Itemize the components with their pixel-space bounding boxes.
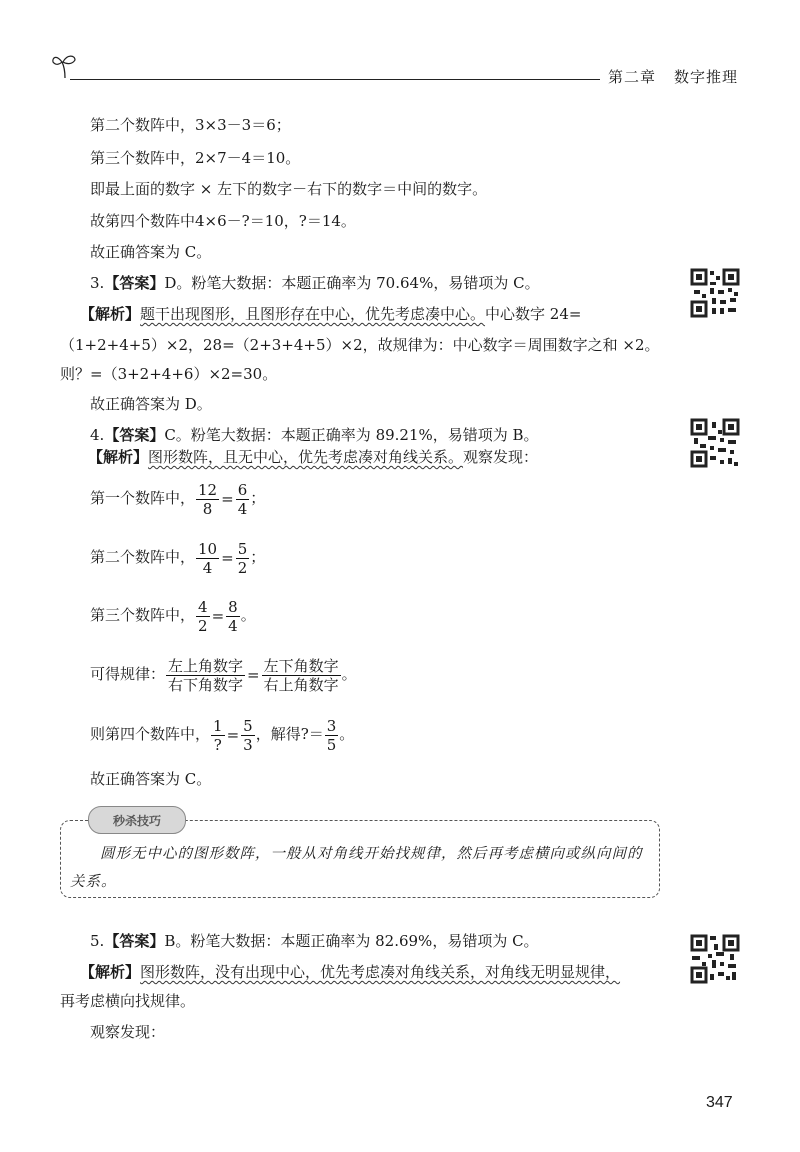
denominator: 4	[228, 616, 238, 635]
fraction	[211, 717, 225, 754]
punctuation: ；	[250, 548, 266, 566]
numerator: 1	[213, 716, 223, 735]
denominator: 2	[198, 616, 208, 635]
analysis-line-q5	[80, 961, 620, 983]
answer-tag: 【答案】	[104, 426, 165, 444]
fraction-label: 则第四个数阵中，	[90, 725, 211, 743]
punctuation: 。	[341, 665, 357, 683]
section-title: 数字推理	[674, 68, 739, 86]
fraction-label: 第二个数阵中，	[90, 548, 196, 566]
punctuation: 。	[339, 725, 355, 743]
numerator: 4	[198, 597, 208, 616]
fraction	[236, 481, 250, 518]
denominator: ?	[213, 735, 222, 754]
analysis-line-q4	[88, 446, 538, 468]
text-line: 再考虑横向找规律。	[60, 992, 196, 1010]
fraction-line-3: 第三个数阵中， $\frac{4}{2}$ = $\frac{8}{4}$ 。	[90, 597, 256, 635]
analysis-key-text: 图形数阵，没有出现中心，优先考虑凑对角线关系，对角线无明显规律，	[140, 963, 621, 981]
chapter-header	[608, 66, 738, 87]
denominator: 右下角数字	[168, 675, 244, 694]
fraction-line-1: 第一个数阵中， $\frac{12}{8}$ = $\frac{6}{4}$ ；	[90, 480, 266, 518]
analysis-text: 中心数字 24=	[485, 305, 582, 323]
analysis-tag: 【解析】	[80, 305, 141, 323]
numerator: 10	[198, 539, 218, 558]
numerator: 左下角数字	[263, 656, 339, 675]
fraction	[241, 717, 255, 754]
fraction-label: 可得规律：	[90, 665, 166, 683]
qr-code-icon[interactable]	[690, 268, 740, 318]
fraction	[226, 598, 240, 635]
text-line: 即最上面的数字 × 左下的数字－右下的数字＝中间的数字。	[90, 180, 488, 198]
fraction	[236, 540, 250, 577]
punctuation: 。	[240, 606, 256, 624]
qr-code-icon[interactable]	[690, 934, 740, 984]
answer-line-q4	[90, 424, 539, 446]
numerator: 5	[237, 539, 248, 558]
answer-line-q5	[90, 930, 539, 952]
fraction-connector: ，解得?＝	[255, 725, 324, 743]
denominator: 4	[202, 558, 213, 577]
denominator: 5	[326, 735, 337, 754]
text-line: 故正确答案为 C。	[90, 770, 212, 788]
analysis-tag: 【解析】	[88, 448, 149, 466]
question-number: 5.	[90, 932, 105, 950]
fraction	[196, 540, 219, 577]
text-line: 故正确答案为 D。	[90, 395, 212, 413]
analysis-line-q3	[80, 303, 581, 325]
numerator: 左上角数字	[168, 656, 244, 675]
denominator: 8	[202, 499, 213, 518]
fraction-label: 第一个数阵中，	[90, 489, 196, 507]
analysis-key-text: 图形数阵，且无中心，优先考虑凑对角线关系。	[148, 448, 464, 466]
denominator: 3	[243, 735, 253, 754]
text-line: （1+2+4+5）×2，28=（2+3+4+5）×2，故规律为：中心数字＝周围数字之和 ×2。	[60, 336, 660, 354]
numerator: 8	[228, 597, 238, 616]
answer-text: C。粉笔大数据：本题正确率为 89.21%，易错项为 B。	[164, 426, 539, 444]
answer-line-q3	[90, 272, 540, 294]
fraction	[166, 657, 245, 694]
text-line: 故第四个数阵中4×6－?＝10，?＝14。	[90, 212, 356, 230]
chapter-title: 第二章	[608, 68, 657, 86]
text-line: 观察发现：	[90, 1023, 166, 1041]
question-number: 4.	[90, 426, 105, 444]
tip-tag: 秒杀技巧	[88, 806, 186, 834]
analysis-tag: 【解析】	[80, 963, 141, 981]
numerator: 6	[237, 480, 248, 499]
numerator: 5	[243, 716, 253, 735]
tip-body: 圆形无中心的图形数阵，一般从对角线开始找规律，然后再考虑横向或纵向间的关系。	[70, 846, 643, 890]
question-number: 3.	[90, 274, 105, 292]
fraction	[262, 657, 341, 694]
tip-text	[70, 840, 650, 896]
denominator: 4	[237, 499, 248, 518]
fraction	[196, 598, 210, 635]
rule-line: 可得规律： $\frac{\text{左上角数字}}{\text{右下角数字}}$ = $\frac{\text{左下角数字}}{\text{右上角数字}}$ 。	[90, 656, 357, 694]
answer-text: D。粉笔大数据：本题正确率为 70.64%，易错项为 C。	[164, 274, 540, 292]
text-line: 第二个数阵中，3×3－3＝6；	[90, 116, 291, 134]
header-rule	[70, 79, 600, 80]
analysis-text: 观察发现：	[463, 448, 539, 466]
fraction	[325, 717, 339, 754]
text-line: 则？=（3+2+4+6）×2=30。	[60, 365, 278, 383]
numerator: 12	[198, 480, 218, 499]
answer-text: B。粉笔大数据：本题正确率为 82.69%，易错项为 C。	[164, 932, 539, 950]
page-number: 347	[706, 1094, 733, 1111]
qr-code-icon[interactable]	[690, 418, 740, 468]
sprout-logo-icon	[50, 52, 80, 80]
numerator: 3	[326, 716, 337, 735]
denominator: 2	[237, 558, 248, 577]
fraction-line-4: 则第四个数阵中， $\frac{1}{?}$ = $\frac{5}{3}$ ，解得?＝ $\frac{3}{5}$ 。	[90, 716, 355, 754]
punctuation: ；	[250, 489, 266, 507]
answer-tag: 【答案】	[104, 932, 165, 950]
analysis-key-text: 题干出现图形，且图形存在中心，优先考虑凑中心。	[140, 305, 486, 323]
text-line: 故正确答案为 C。	[90, 243, 212, 261]
text-line: 第三个数阵中，2×7－4＝10。	[90, 149, 301, 167]
answer-tag: 【答案】	[104, 274, 165, 292]
denominator: 右上角数字	[263, 675, 339, 694]
fraction-label: 第三个数阵中，	[90, 606, 196, 624]
fraction	[196, 481, 219, 518]
fraction-line-2: 第二个数阵中， $\frac{10}{4}$ = $\frac{5}{2}$ ；	[90, 539, 266, 577]
